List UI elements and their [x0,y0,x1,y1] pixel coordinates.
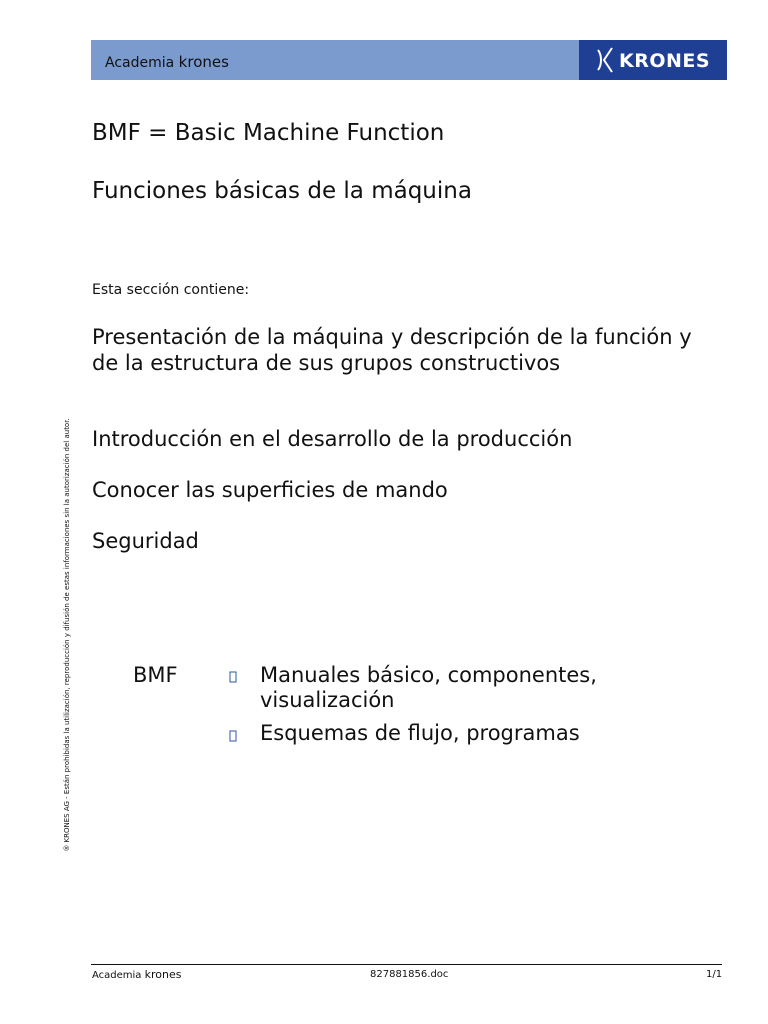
krones-logo-mark-icon [595,46,615,74]
square-bullet-icon [229,671,237,683]
content-item-safety: Seguridad [92,529,199,553]
footer-academia-krones [92,968,182,981]
footer-divider [91,964,722,965]
krones-logo-text: KRONES [619,50,711,72]
footer-academia-word: Academia [92,970,142,981]
bmf-bullet-flowcharts: Esquemas de flujo, programas [260,721,580,745]
bmf-label: BMF [133,663,178,687]
header-bar [91,40,727,80]
page-title: BMF = Basic Machine Function [92,120,445,146]
content-item-introduction: Introducción en el desarrollo de la producción [92,427,573,451]
bmf-bullet-manuals: Manuales básico, componentes, visualización [260,663,597,712]
copyright-notice: ® KRONES AG - Están prohibidas la utilización, reproducción y difusión de estas informaciones sin la autorización del autor. [63,418,71,852]
footer-page-number: 1/1 [706,969,723,980]
header-academia-word: Academia [105,55,175,71]
page-subtitle: Funciones básicas de la máquina [92,178,472,204]
krones-logo [579,40,727,80]
square-bullet-icon [229,730,237,742]
section-intro: Esta sección contiene: [92,282,250,298]
footer-filename: 827881856.doc [370,969,449,980]
content-item-presentation: Presentación de la máquina y descripción de la función y de la estructura de sus grupos constructivos [92,325,692,375]
footer-krones-word: krones [144,968,182,981]
header-krones-word: krones [178,53,229,71]
content-item-controls: Conocer las superficies de mando [92,478,448,502]
header-academia-krones [105,53,229,71]
